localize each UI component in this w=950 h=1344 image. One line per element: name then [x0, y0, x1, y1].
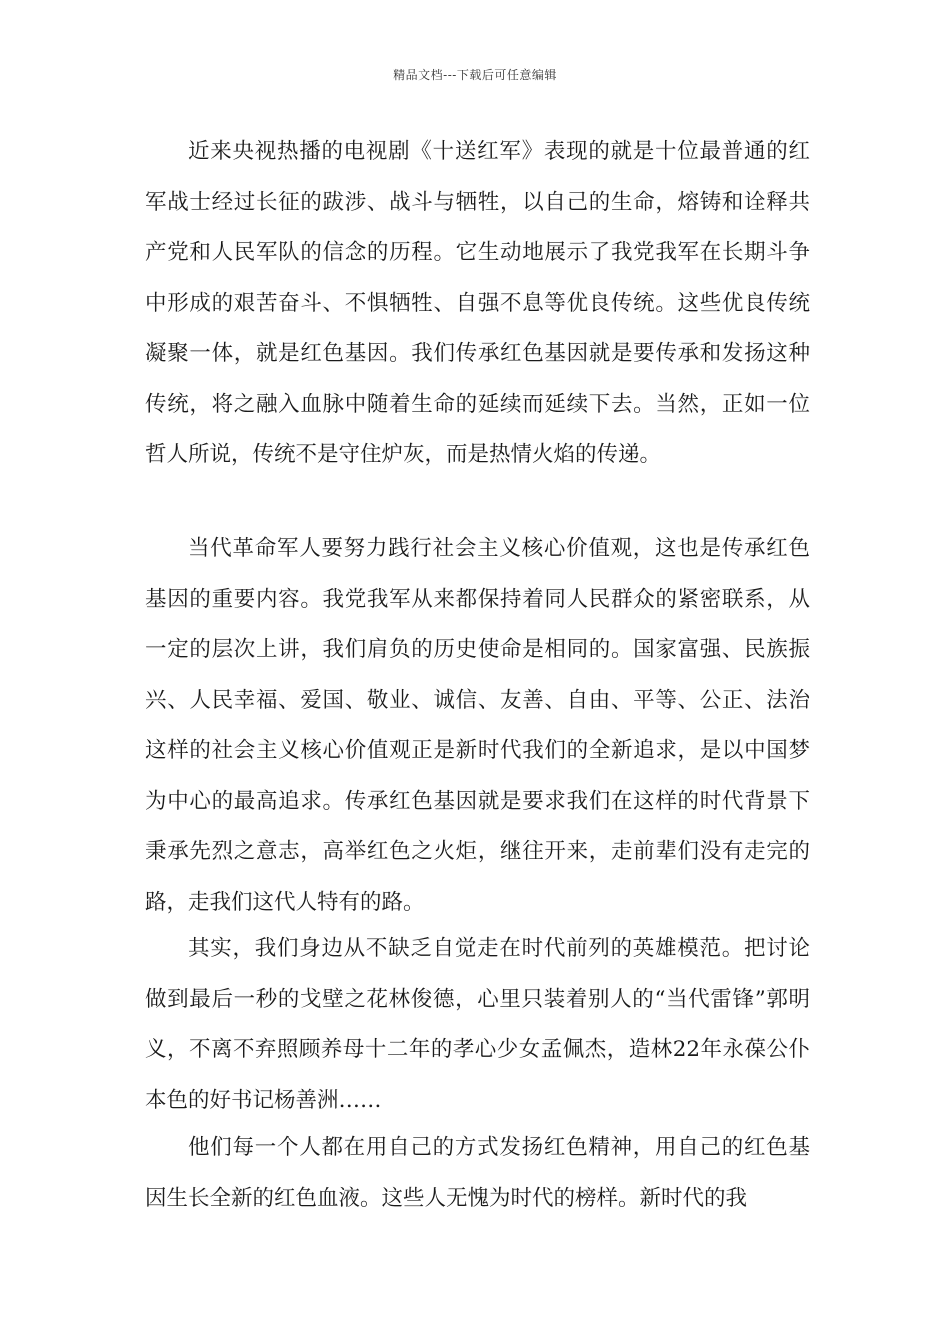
page-header: 精品文档---下载后可任意编辑 — [393, 68, 557, 82]
paragraph-3: 其实，我们身边从不缺乏自觉走在时代前列的英雄模范。把讨论做到最后一秒的戈壁之花林俊德，心里只装着别人的“当代雷锋”郭明义，不离不弃照顾养母十二年的孝心少女孟佩杰，造林22年永葆公仆本色的好书记杨善洲…… — [145, 936, 810, 1113]
paragraph-1: 近来央视热播的电视剧《十送红军》表现的就是十位最普通的红军战士经过长征的跋涉、战斗与牺牲，以自己的生命，熔铸和诠释共产党和人民军队的信念的历程。它生动地展示了我党我军在长期斗争中形成的艰苦奋斗、不惧牺牲、自强不息等优良传统。这些优良传统凝聚一体，就是红色基因。我们传承红色基因就是要传承和发扬这种传统，将之融入血脉中随着生命的延续而延续下去。当然，正如一位哲人所说，传统不是守住炉灰，而是热情火焰的传递。 — [145, 139, 810, 467]
paragraph-2: 当代革命军人要努力践行社会主义核心价值观，这也是传承红色基因的重要内容。我党我军从来都保持着同人民群众的紧密联系，从一定的层次上讲，我们肩负的历史使命是相同的。国家富强、民族振兴、人民幸福、爱国、敬业、诚信、友善、自由、平等、公正、法治这样的社会主义核心价值观正是新时代我们的全新追求，是以中国梦为中心的最高追求。传承红色基因就是要求我们在这样的时代背景下秉承先烈之意志，高举红色之火炬，继往开来，走前辈们没有走完的路，走我们这代人特有的路。 — [145, 536, 810, 915]
paragraph-4: 他们每一个人都在用自己的方式发扬红色精神，用自己的红色基因生长全新的红色血液。这些人无愧为时代的榜样。新时代的我 — [145, 1135, 810, 1211]
